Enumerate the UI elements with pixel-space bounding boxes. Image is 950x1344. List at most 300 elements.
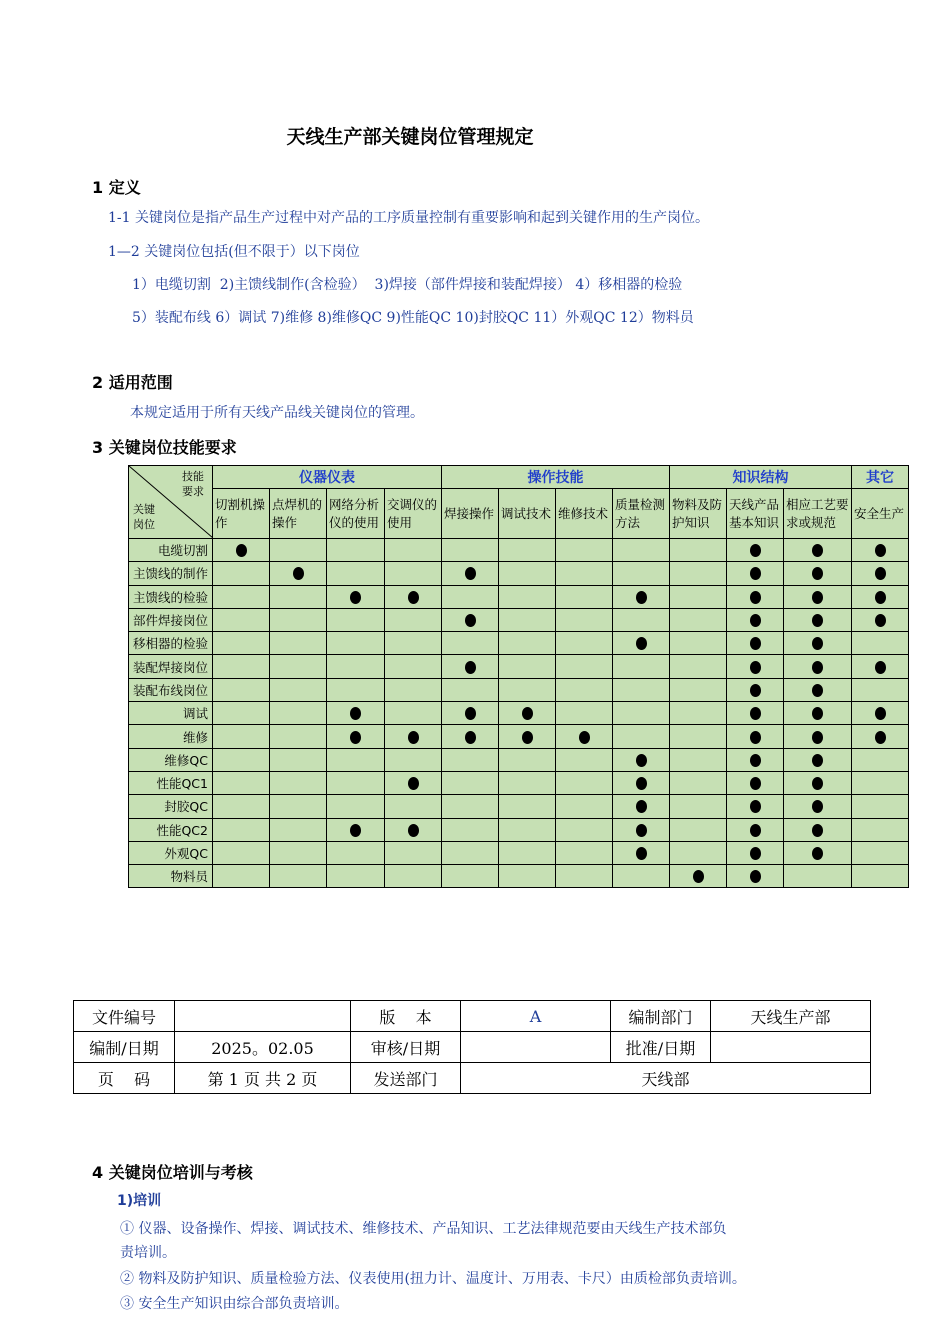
matrix-cell bbox=[213, 655, 270, 678]
matrix-cell bbox=[670, 632, 727, 655]
matrix-cell bbox=[670, 539, 727, 562]
row-label: 装配焊接岗位 bbox=[129, 655, 213, 678]
matrix-cell bbox=[270, 725, 327, 748]
required-dot-icon bbox=[236, 544, 247, 557]
row-label: 主馈线的检验 bbox=[129, 585, 213, 608]
column-header: 交调仪的使用 bbox=[385, 489, 442, 539]
matrix-cell bbox=[727, 841, 784, 864]
table-row bbox=[129, 562, 909, 585]
matrix-cell bbox=[556, 841, 613, 864]
corner-top-label-1: 技能 bbox=[182, 470, 204, 483]
matrix-cell bbox=[499, 795, 556, 818]
matrix-cell bbox=[556, 725, 613, 748]
matrix-cell bbox=[270, 841, 327, 864]
matrix-cell bbox=[270, 655, 327, 678]
matrix-cell bbox=[670, 655, 727, 678]
matrix-cell bbox=[613, 655, 670, 678]
matrix-cell bbox=[327, 632, 385, 655]
required-dot-icon bbox=[812, 754, 823, 767]
required-dot-icon bbox=[293, 567, 304, 580]
corner-bottom-label-1: 关键 bbox=[133, 503, 155, 516]
matrix-cell bbox=[784, 655, 852, 678]
matrix-cell bbox=[670, 702, 727, 725]
matrix-cell bbox=[727, 795, 784, 818]
send-value: 天线部 bbox=[461, 1063, 871, 1094]
matrix-cell bbox=[499, 771, 556, 794]
table-row bbox=[129, 795, 909, 818]
section-3-heading: 3 关键岗位技能要求 bbox=[92, 438, 237, 457]
matrix-cell bbox=[499, 702, 556, 725]
matrix-cell bbox=[385, 841, 442, 864]
row-label: 物料员 bbox=[129, 865, 213, 888]
matrix-cell bbox=[784, 771, 852, 794]
page-title: 天线生产部关键岗位管理规定 bbox=[286, 126, 534, 148]
matrix-cell bbox=[852, 748, 909, 771]
matrix-cell bbox=[385, 539, 442, 562]
matrix-cell bbox=[784, 865, 852, 888]
matrix-cell bbox=[213, 678, 270, 701]
matrix-cell bbox=[213, 818, 270, 841]
table-row bbox=[129, 841, 909, 864]
matrix-cell bbox=[556, 795, 613, 818]
training-item-3: ③ 安全生产知识由综合部负责培训。 bbox=[120, 1296, 349, 1312]
required-dot-icon bbox=[636, 591, 647, 604]
matrix-cell bbox=[852, 865, 909, 888]
section-4-heading: 4 关键岗位培训与考核 bbox=[92, 1163, 253, 1182]
matrix-cell bbox=[556, 655, 613, 678]
matrix-cell bbox=[442, 562, 499, 585]
required-dot-icon bbox=[812, 777, 823, 790]
required-dot-icon bbox=[812, 567, 823, 580]
definition-1-1: 1-1 关键岗位是指产品生产过程中对产品的工序质量控制有重要影响和起到关键作用的生产岗位。 bbox=[108, 210, 709, 226]
matrix-cell bbox=[213, 841, 270, 864]
matrix-cell bbox=[784, 562, 852, 585]
required-dot-icon bbox=[875, 567, 886, 580]
matrix-cell bbox=[385, 678, 442, 701]
matrix-cell bbox=[727, 539, 784, 562]
matrix-cell bbox=[727, 678, 784, 701]
group-header-knowledge: 知识结构 bbox=[670, 466, 852, 489]
version-label: 版 本 bbox=[351, 1001, 461, 1032]
matrix-cell bbox=[784, 818, 852, 841]
column-header: 焊接操作 bbox=[442, 489, 499, 539]
matrix-cell bbox=[784, 795, 852, 818]
matrix-cell bbox=[385, 702, 442, 725]
matrix-cell bbox=[670, 748, 727, 771]
matrix-cell bbox=[556, 539, 613, 562]
matrix-cell bbox=[670, 562, 727, 585]
required-dot-icon bbox=[750, 707, 761, 720]
matrix-cell bbox=[852, 585, 909, 608]
matrix-cell bbox=[670, 818, 727, 841]
matrix-cell bbox=[556, 702, 613, 725]
matrix-cell bbox=[727, 655, 784, 678]
row-label: 性能QC2 bbox=[129, 818, 213, 841]
matrix-corner-cell bbox=[129, 466, 213, 539]
required-dot-icon bbox=[875, 661, 886, 674]
matrix-cell bbox=[270, 771, 327, 794]
matrix-cell bbox=[213, 725, 270, 748]
matrix-cell bbox=[270, 818, 327, 841]
matrix-cell bbox=[327, 678, 385, 701]
matrix-cell bbox=[556, 608, 613, 631]
required-dot-icon bbox=[465, 661, 476, 674]
matrix-cell bbox=[784, 539, 852, 562]
matrix-cell bbox=[327, 702, 385, 725]
matrix-cell bbox=[556, 678, 613, 701]
table-row bbox=[129, 608, 909, 631]
document-control-table bbox=[73, 1000, 871, 1094]
matrix-cell bbox=[442, 748, 499, 771]
matrix-cell bbox=[613, 608, 670, 631]
matrix-cell bbox=[852, 562, 909, 585]
matrix-cell bbox=[556, 632, 613, 655]
matrix-cell bbox=[727, 748, 784, 771]
column-header: 网络分析仪的使用 bbox=[327, 489, 385, 539]
table-row bbox=[129, 702, 909, 725]
required-dot-icon bbox=[693, 870, 704, 883]
matrix-cell bbox=[784, 632, 852, 655]
row-label: 外观QC bbox=[129, 841, 213, 864]
required-dot-icon bbox=[750, 661, 761, 674]
matrix-cell bbox=[852, 818, 909, 841]
matrix-cell bbox=[385, 865, 442, 888]
file-no-value bbox=[175, 1001, 351, 1032]
matrix-cell bbox=[213, 562, 270, 585]
matrix-cell bbox=[270, 585, 327, 608]
required-dot-icon bbox=[875, 544, 886, 557]
table-row bbox=[129, 865, 909, 888]
section-2-heading: 2 适用范围 bbox=[92, 373, 173, 392]
matrix-cell bbox=[442, 865, 499, 888]
matrix-cell bbox=[613, 818, 670, 841]
matrix-cell bbox=[670, 585, 727, 608]
matrix-cell bbox=[784, 585, 852, 608]
matrix-cell bbox=[784, 678, 852, 701]
matrix-cell bbox=[670, 771, 727, 794]
required-dot-icon bbox=[875, 614, 886, 627]
matrix-cell bbox=[613, 632, 670, 655]
required-dot-icon bbox=[750, 847, 761, 860]
matrix-cell bbox=[442, 841, 499, 864]
required-dot-icon bbox=[812, 847, 823, 860]
required-dot-icon bbox=[750, 567, 761, 580]
author-value: 2025。02.05 bbox=[175, 1032, 351, 1063]
required-dot-icon bbox=[636, 637, 647, 650]
author-label: 编制/日期 bbox=[74, 1032, 175, 1063]
required-dot-icon bbox=[750, 824, 761, 837]
required-dot-icon bbox=[812, 637, 823, 650]
required-dot-icon bbox=[750, 614, 761, 627]
definition-1-2: 1—2 关键岗位包括(但不限于）以下岗位 bbox=[108, 244, 360, 260]
review-label: 审核/日期 bbox=[351, 1032, 461, 1063]
matrix-cell bbox=[613, 702, 670, 725]
matrix-cell bbox=[852, 795, 909, 818]
corner-top-label-2: 要求 bbox=[182, 485, 204, 498]
dept-value: 天线生产部 bbox=[711, 1001, 871, 1032]
matrix-cell bbox=[270, 865, 327, 888]
required-dot-icon bbox=[636, 754, 647, 767]
column-header: 点焊机的操作 bbox=[270, 489, 327, 539]
required-dot-icon bbox=[522, 731, 533, 744]
required-dot-icon bbox=[636, 800, 647, 813]
required-dot-icon bbox=[812, 614, 823, 627]
required-dot-icon bbox=[750, 754, 761, 767]
matrix-cell bbox=[727, 632, 784, 655]
required-dot-icon bbox=[522, 707, 533, 720]
table-row bbox=[129, 539, 909, 562]
required-dot-icon bbox=[408, 731, 419, 744]
position-list-line-1: 1）电缆切割 2)主馈线制作(含检验） 3)焊接（部件焊接和装配焊接） 4）移相器的检验 bbox=[132, 277, 683, 293]
matrix-cell bbox=[556, 818, 613, 841]
required-dot-icon bbox=[465, 707, 476, 720]
page-value: 第 1 页 共 2 页 bbox=[175, 1063, 351, 1094]
matrix-cell bbox=[784, 608, 852, 631]
matrix-cell bbox=[442, 585, 499, 608]
matrix-cell bbox=[670, 795, 727, 818]
matrix-cell bbox=[727, 865, 784, 888]
matrix-cell bbox=[670, 725, 727, 748]
column-header: 安全生产 bbox=[852, 489, 909, 539]
required-dot-icon bbox=[750, 591, 761, 604]
matrix-cell bbox=[852, 702, 909, 725]
matrix-cell bbox=[852, 632, 909, 655]
matrix-cell bbox=[442, 632, 499, 655]
matrix-cell bbox=[727, 608, 784, 631]
table-row bbox=[129, 748, 909, 771]
matrix-cell bbox=[213, 539, 270, 562]
matrix-cell bbox=[852, 608, 909, 631]
row-label: 封胶QC bbox=[129, 795, 213, 818]
required-dot-icon bbox=[636, 847, 647, 860]
matrix-cell bbox=[727, 585, 784, 608]
row-label: 部件焊接岗位 bbox=[129, 608, 213, 631]
matrix-cell bbox=[327, 818, 385, 841]
matrix-cell bbox=[385, 818, 442, 841]
matrix-cell bbox=[556, 585, 613, 608]
matrix-cell bbox=[784, 702, 852, 725]
section-1-heading: 1 定义 bbox=[92, 178, 141, 197]
matrix-cell bbox=[385, 655, 442, 678]
matrix-cell bbox=[670, 678, 727, 701]
required-dot-icon bbox=[812, 824, 823, 837]
matrix-cell bbox=[442, 608, 499, 631]
matrix-cell bbox=[670, 608, 727, 631]
matrix-cell bbox=[442, 678, 499, 701]
matrix-cell bbox=[213, 632, 270, 655]
matrix-cell bbox=[613, 865, 670, 888]
required-dot-icon bbox=[750, 637, 761, 650]
table-row bbox=[129, 655, 909, 678]
matrix-cell bbox=[442, 818, 499, 841]
required-dot-icon bbox=[875, 707, 886, 720]
row-label: 装配布线岗位 bbox=[129, 678, 213, 701]
dept-label: 编制部门 bbox=[611, 1001, 711, 1032]
group-header-instruments: 仪器仪表 bbox=[213, 466, 442, 489]
column-header: 天线产品基本知识 bbox=[727, 489, 784, 539]
matrix-cell bbox=[670, 865, 727, 888]
matrix-cell bbox=[499, 632, 556, 655]
matrix-cell bbox=[499, 678, 556, 701]
required-dot-icon bbox=[636, 777, 647, 790]
matrix-cell bbox=[327, 771, 385, 794]
matrix-cell bbox=[327, 539, 385, 562]
approve-label: 批准/日期 bbox=[611, 1032, 711, 1063]
required-dot-icon bbox=[465, 567, 476, 580]
matrix-cell bbox=[270, 678, 327, 701]
matrix-cell bbox=[327, 865, 385, 888]
table-row bbox=[129, 678, 909, 701]
matrix-cell bbox=[727, 702, 784, 725]
matrix-cell bbox=[213, 585, 270, 608]
matrix-cell bbox=[442, 655, 499, 678]
row-label: 主馈线的制作 bbox=[129, 562, 213, 585]
required-dot-icon bbox=[812, 661, 823, 674]
column-header: 维修技术 bbox=[556, 489, 613, 539]
required-dot-icon bbox=[750, 544, 761, 557]
required-dot-icon bbox=[812, 684, 823, 697]
row-label: 移相器的检验 bbox=[129, 632, 213, 655]
matrix-cell bbox=[213, 771, 270, 794]
matrix-cell bbox=[852, 539, 909, 562]
matrix-cell bbox=[613, 748, 670, 771]
matrix-cell bbox=[270, 632, 327, 655]
matrix-cell bbox=[613, 562, 670, 585]
matrix-cell bbox=[213, 865, 270, 888]
matrix-cell bbox=[385, 608, 442, 631]
matrix-cell bbox=[613, 539, 670, 562]
required-dot-icon bbox=[812, 544, 823, 557]
matrix-cell bbox=[613, 678, 670, 701]
matrix-cell bbox=[385, 585, 442, 608]
required-dot-icon bbox=[350, 591, 361, 604]
send-label: 发送部门 bbox=[351, 1063, 461, 1094]
required-dot-icon bbox=[875, 731, 886, 744]
required-dot-icon bbox=[875, 591, 886, 604]
matrix-cell bbox=[613, 585, 670, 608]
approve-value bbox=[711, 1032, 871, 1063]
required-dot-icon bbox=[350, 707, 361, 720]
matrix-cell bbox=[270, 539, 327, 562]
row-label: 维修 bbox=[129, 725, 213, 748]
matrix-cell bbox=[499, 841, 556, 864]
position-list-line-2: 5）装配布线 6）调试 7)维修 8)维修QC 9)性能QC 10)封胶QC 11）外观QC 12）物料员 bbox=[132, 310, 694, 326]
table-row bbox=[129, 632, 909, 655]
corner-bottom-label bbox=[133, 502, 155, 532]
matrix-cell bbox=[327, 748, 385, 771]
column-header: 调试技术 bbox=[499, 489, 556, 539]
row-label: 调试 bbox=[129, 702, 213, 725]
matrix-cell bbox=[213, 702, 270, 725]
matrix-cell bbox=[270, 795, 327, 818]
required-dot-icon bbox=[350, 731, 361, 744]
matrix-cell bbox=[327, 655, 385, 678]
matrix-cell bbox=[442, 795, 499, 818]
matrix-cell bbox=[327, 795, 385, 818]
matrix-cell bbox=[499, 562, 556, 585]
matrix-cell bbox=[442, 771, 499, 794]
matrix-cell bbox=[556, 771, 613, 794]
table-row bbox=[129, 818, 909, 841]
table-row bbox=[129, 585, 909, 608]
required-dot-icon bbox=[465, 614, 476, 627]
matrix-cell bbox=[270, 608, 327, 631]
matrix-cell bbox=[385, 771, 442, 794]
matrix-cell bbox=[270, 702, 327, 725]
matrix-cell bbox=[442, 725, 499, 748]
table-row bbox=[129, 771, 909, 794]
column-header: 质量检测方法 bbox=[613, 489, 670, 539]
matrix-cell bbox=[270, 748, 327, 771]
matrix-cell bbox=[852, 841, 909, 864]
required-dot-icon bbox=[465, 731, 476, 744]
required-dot-icon bbox=[750, 731, 761, 744]
matrix-cell bbox=[213, 608, 270, 631]
required-dot-icon bbox=[408, 591, 419, 604]
matrix-cell bbox=[727, 562, 784, 585]
required-dot-icon bbox=[750, 684, 761, 697]
scope-text: 本规定适用于所有天线产品线关键岗位的管理。 bbox=[130, 405, 424, 421]
required-dot-icon bbox=[812, 800, 823, 813]
required-dot-icon bbox=[750, 777, 761, 790]
matrix-cell bbox=[499, 585, 556, 608]
required-dot-icon bbox=[636, 824, 647, 837]
matrix-cell bbox=[442, 702, 499, 725]
matrix-cell bbox=[852, 771, 909, 794]
required-dot-icon bbox=[408, 824, 419, 837]
matrix-cell bbox=[556, 865, 613, 888]
matrix-cell bbox=[613, 841, 670, 864]
corner-top-label bbox=[182, 469, 204, 499]
matrix-cell bbox=[613, 725, 670, 748]
required-dot-icon bbox=[350, 824, 361, 837]
column-header: 物料及防护知识 bbox=[670, 489, 727, 539]
row-label: 电缆切割 bbox=[129, 539, 213, 562]
page-label: 页 码 bbox=[74, 1063, 175, 1094]
matrix-cell bbox=[852, 678, 909, 701]
matrix-cell bbox=[784, 841, 852, 864]
matrix-cell bbox=[499, 818, 556, 841]
matrix-cell bbox=[442, 539, 499, 562]
matrix-cell bbox=[852, 725, 909, 748]
matrix-cell bbox=[270, 562, 327, 585]
group-header-operation-skills: 操作技能 bbox=[442, 466, 670, 489]
group-header-other: 其它 bbox=[852, 466, 909, 489]
required-dot-icon bbox=[812, 707, 823, 720]
matrix-cell bbox=[327, 562, 385, 585]
matrix-cell bbox=[385, 748, 442, 771]
matrix-cell bbox=[727, 771, 784, 794]
training-item-1-cont: 责培训。 bbox=[120, 1245, 176, 1261]
required-dot-icon bbox=[750, 800, 761, 813]
corner-bottom-label-2: 岗位 bbox=[133, 518, 155, 531]
matrix-cell bbox=[556, 748, 613, 771]
matrix-cell bbox=[327, 725, 385, 748]
matrix-cell bbox=[499, 655, 556, 678]
row-label: 性能QC1 bbox=[129, 771, 213, 794]
matrix-cell bbox=[670, 841, 727, 864]
column-header: 切割机操作 bbox=[213, 489, 270, 539]
matrix-cell bbox=[784, 725, 852, 748]
row-label: 维修QC bbox=[129, 748, 213, 771]
review-value bbox=[461, 1032, 611, 1063]
matrix-cell bbox=[213, 795, 270, 818]
matrix-cell bbox=[499, 865, 556, 888]
matrix-cell bbox=[327, 585, 385, 608]
matrix-cell bbox=[499, 748, 556, 771]
matrix-cell bbox=[385, 725, 442, 748]
training-item-1: ① 仪器、设备操作、焊接、调试技术、维修技术、产品知识、工艺法律规范要由天线生产技术部负 bbox=[120, 1221, 727, 1237]
